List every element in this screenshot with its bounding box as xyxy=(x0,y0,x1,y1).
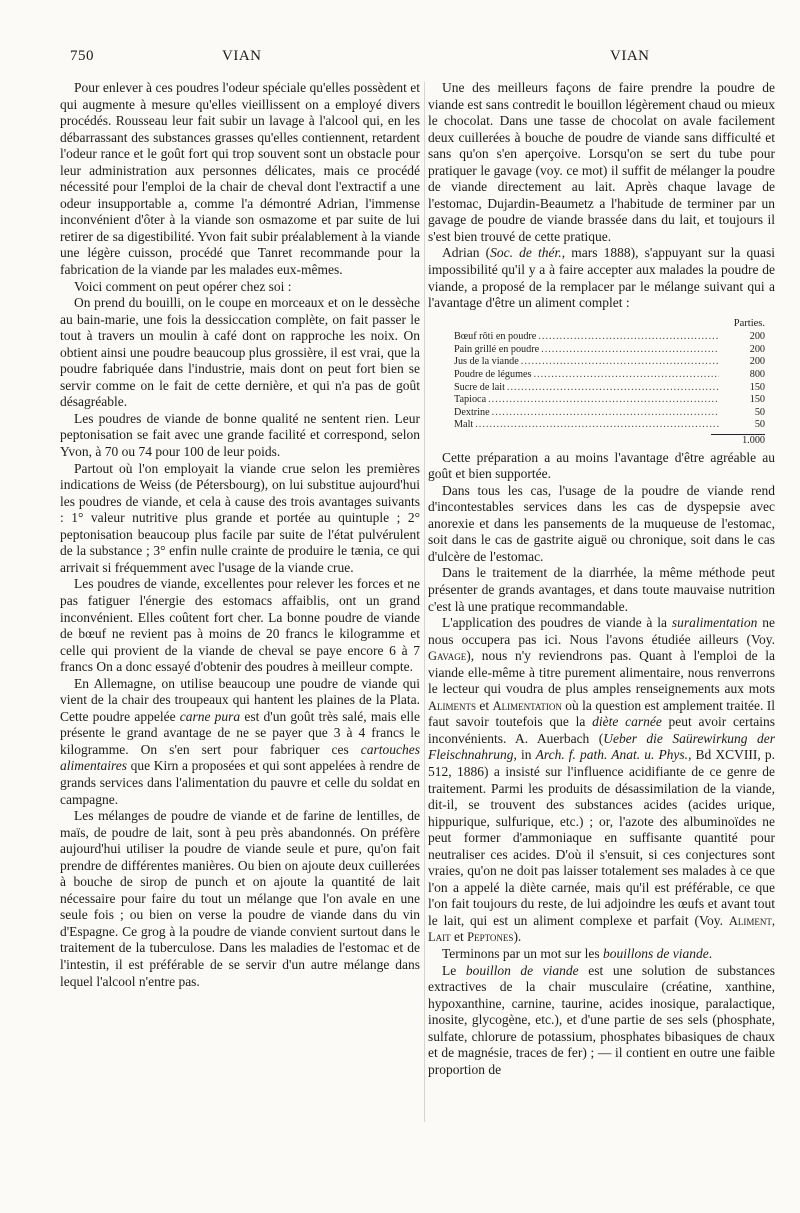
leader-dots xyxy=(521,356,719,369)
text-run: , mars 1888), s'appuyant sur la quasi impossibilité qu'il y a à faire accepter aux malades la poudre de viande, a proposé de la remplacer par le mélange suivant qui a l'avantage d'être un aliment complet : xyxy=(428,245,776,311)
leader-dots xyxy=(507,382,719,395)
paragraph: Les poudres de viande de bonne qualité ne sentent rien. Leur peptonisation se fait avec une grande facilité et correspond, selon Yvon, à 70 ou 74 pour 100 de leur poids. xyxy=(60,410,420,460)
text-run: que Kirn a proposées et qui sont appelées à rendre de grands services dans l'alimentation du pauvre et celle du soldat en campagne. xyxy=(60,758,420,807)
cross-reference: Aliments xyxy=(428,698,477,713)
text-run: est une solution de substances extractives de la chair musculaire (créatine, xanthine, hypoxanthine, carnine, taurine, acides inosique, paralactique, inosite, glycogène, etc.), et d'une partie de ses sels (phosphate, sulfate, chlorure de potassium, phosphates bibasiques de chaux et de magnésie, traces de fer) ; — il contient en outre une faible proportion de xyxy=(428,962,775,1077)
page-number: 750 xyxy=(70,48,94,64)
leader-dots xyxy=(475,419,719,432)
paragraph xyxy=(428,946,775,963)
paragraph: Une des meilleurs façons de faire prendre la poudre de viande est sans contredit le bouillon légèrement chaud ou mieux le chocolat. Dans une tasse de chocolat on avale facilement deux cuillerées à bouche de poudre de viande sans difficulté et sans qu'on s'en aperçoive. Lorsqu'on se sert du tube pour pratiquer le gavage (voy. ce mot) il suffit de mélanger la poudre de viande directement au lait. Après chaque lavage de l'estomac, Dujardin-Beaumetz a l'habitude de terminer par un gavage de poudre de viande brassée dans du lait, et toujours il s'est bien trouvé de cette pratique. xyxy=(428,80,775,244)
paragraph xyxy=(428,245,775,311)
text-run: et xyxy=(476,697,493,713)
text-run: ). xyxy=(513,929,522,945)
cross-reference: Alimentation xyxy=(492,698,562,713)
recipe-row xyxy=(454,419,765,432)
left-column xyxy=(60,80,420,990)
recipe-row xyxy=(454,356,765,369)
text-run: Adrian ( xyxy=(442,245,491,261)
ingredient-amount: 150 xyxy=(749,381,765,393)
italic-term: carne pura xyxy=(179,708,241,724)
text-run: , Bd XCVIII, p. 512, 1886) a insisté sur l'influence acidifiante de ce genre de traitement. Parmi les produits de désassimilation de la viande, dit-il, se trouvent des substances acides (acides urique, hippurique, sulfurique, etc.) ; or, l'azote des albuminoïdes ne peut former d'ammoniaque en suffisante quantité pour neutraliser ces acides. D'où il s'ensuit, si ces conjectures sont vraies, qu'on ne doit pas laisser totalement ses malades à ce que l'on a appelé la diète carnée, mais qu'il est préférable, ce que l'on fait toujours du reste, de lui adjoindre les œufs et avant tout le lait, qui est un aliment complexe et parfait (Voy. xyxy=(428,747,775,928)
recipe-row xyxy=(454,407,765,420)
cross-reference: Peptones xyxy=(467,930,514,945)
italic-term: bouillon de viande xyxy=(465,962,579,978)
ingredient-amount: 800 xyxy=(749,369,765,381)
running-head-right: VIAN xyxy=(610,48,650,64)
ingredient-name: Dextrine xyxy=(454,406,490,418)
paragraph: Dans tous les cas, l'usage de la poudre de viande rend d'incontestables services dans les cas de dyspepsie avec anorexie et dans les pansements de la muqueuse de l'estomac, soit dans le cas de gastrite aiguë ou chronique, soit dans le cas d'ulcère de l'estomac. xyxy=(428,482,775,564)
paragraph xyxy=(428,615,775,946)
ingredient-name: Bœuf rôti en poudre xyxy=(454,331,537,343)
ingredient-amount: 50 xyxy=(754,419,765,431)
leader-dots xyxy=(488,394,719,407)
leader-dots xyxy=(538,331,719,344)
paragraph: Pour enlever à ces poudres l'odeur spéciale qu'elles possèdent et qui augmente à mesure qu'elles vieillissent on a employé divers procédés. Rousseau leur fait subir un lavage à l'alcool qui, en les débarrassant des substances grasses qu'elles contiennent, retardent l'odeur rance et le goût fort qui trop souvent sont un obstacle pour leur administration aux personnes délicates, mais ce procédé nécessité pour l'emploi de la chair de cheval dont l'extractif a une odeur insupportable a, comme l'a démontré Adrian, l'immense inconvénient d'ôter à la viande son osmazome et par suite de lui retirer de sa digestibilité. Yvon fait subir préalablement à la viande une légère cuisson, procédé que Tanret recommande pour la fabrication de la viande par les malades eux-mêmes. xyxy=(60,80,420,278)
ingredient-name: Pain grillé en poudre xyxy=(454,343,540,355)
ingredient-name: Malt xyxy=(454,419,474,431)
paragraph: Cette préparation a au moins l'avantage d'être agréable au goût et bien supportée. xyxy=(428,449,775,482)
ingredient-name: Poudre de légumes xyxy=(454,369,532,381)
recipe-row xyxy=(454,394,765,407)
italic-term: diète carnée xyxy=(592,714,662,730)
leader-dots xyxy=(492,407,719,420)
column-divider xyxy=(424,82,425,1122)
recipe-row xyxy=(454,369,765,382)
running-head-left: VIAN xyxy=(222,48,262,64)
citation-title: Ueber die Saürewirkung der Fleischnahrung xyxy=(428,730,775,763)
recipe-table xyxy=(454,318,765,448)
ingredient-amount: 50 xyxy=(754,406,765,418)
text-run: L'application des poudres de viande à la xyxy=(442,615,672,631)
paragraph xyxy=(60,676,420,808)
recipe-row xyxy=(454,382,765,395)
paragraph: On prend du bouilli, on le coupe en morceaux et on le dessèche au bain-marie, une fois la dessiccation complète, on fait passer le tout à travers un moulin à café dont on rapproche les noix. On obtient ainsi une poudre beaucoup plus grossière, il est vrai, que la poudre fabriquée dans l'industrie, mais dont on peut fort bien se servir comme on le fait de cette dernière, et qui n'a pas de goût désagréable. xyxy=(60,295,420,410)
text-run: et xyxy=(450,929,468,945)
leader-dots xyxy=(534,369,719,382)
text-run: est d'un goût très salé, mais elle présente le grand avantage de ne se payer que 3 à 4 francs le kilogramme. On s'en sert pour fabriquer ces xyxy=(60,708,420,757)
right-column xyxy=(428,80,775,1078)
recipe-total: 1.000 xyxy=(742,435,765,446)
recipe-row xyxy=(454,331,765,344)
italic-term: bouillons de viande xyxy=(603,946,709,961)
page-header xyxy=(70,48,770,68)
citation-title: Soc. de thér. xyxy=(490,245,562,261)
text-run: peut avoir certains inconvénients. A. Auerbach ( xyxy=(428,714,775,746)
text-run: En Allemagne, on utilise beaucoup une poudre de viande qui vient de la chair des troupeaux qui hantent les plaines de la Plata. Cette poudre appelée xyxy=(60,675,420,724)
ingredient-amount: 200 xyxy=(749,343,765,355)
ingredient-amount: 200 xyxy=(749,356,765,368)
text-run: Terminons par un mot sur les xyxy=(442,946,604,961)
citation-journal: Arch. f. path. Anat. u. Phys. xyxy=(535,747,689,763)
ingredient-name: Jus de la viande xyxy=(454,356,519,368)
text-run: Le xyxy=(442,962,466,978)
paragraph: Dans le traitement de la diarrhée, la même méthode peut présenter de grands avantages, et dans toute mauvaise nutrition c'est là une pratique recommandable. xyxy=(428,565,775,614)
ingredient-amount: 150 xyxy=(749,394,765,406)
paragraph xyxy=(428,963,775,1079)
leader-dots xyxy=(541,344,719,357)
text-run: ne nous occupera pas ici. Nous l'avons étudiée ailleurs (Voy. xyxy=(428,615,775,647)
ingredient-name: Tapioca xyxy=(454,394,487,406)
ingredient-name: Sucre de lait xyxy=(454,381,505,393)
cross-reference: Aliment, Lait xyxy=(428,913,775,945)
ingredient-amount: 200 xyxy=(749,331,765,343)
cross-reference: Gavage xyxy=(428,649,467,664)
paragraph: Les mélanges de poudre de viande et de farine de lentilles, de maïs, de poudre de lait, sont à peu près abandonnés. On préfère aujourd'hui utiliser la poudre de viande seule et pure, qu'on fait prendre de différentes manières. Ou bien on ajoute deux cuillerées à bouche de sirop de punch et on ajoute la quantité de lait nécessaire pour faire du tout un mélange que l'on avale en une seule fois ; ou bien on verse la poudre de viande dans du vin d'Espagne. Ce grog à la poudre de viande convient surtout dans le traitement de la tuberculose. Dans les maladies de l'estomac et de l'intestin, il est préférable de se servir d'un autre mélange dans lequel l'alcool n'entre pas. xyxy=(60,808,420,989)
recipe-row xyxy=(454,344,765,357)
italic-term: suralimentation xyxy=(671,615,758,631)
italic-term: cartouches alimentaires xyxy=(60,741,420,774)
text-run: , in xyxy=(513,747,536,763)
text-run: où la question est amplement traitée. Il faut savoir toutefois que la xyxy=(428,697,775,730)
text-run: ), nous n'y reviendrons pas. Quant à l'emploi de la viande elle-même à titre purement alimentaire, nous renverrons le lecteur qui voudra de plus amples renseignements aux mots xyxy=(428,648,775,697)
text-run: . xyxy=(708,946,713,961)
paragraph: Voici comment on peut opérer chez soi : xyxy=(74,278,292,294)
recipe-unit-header: Parties. xyxy=(733,317,765,329)
paragraph: Les poudres de viande, excellentes pour relever les forces et ne pas fatiguer l'énergie des estomacs affaiblis, ont un grand inconvénient. Elles coûtent fort cher. La bonne poudre de viande de bœuf ne revient pas à moins de 20 francs le kilogramme et celle qui provient de la viande de cheval se paye encore 6 à 7 francs On a donc essayé d'obtenir des poudres à meilleur compte. xyxy=(60,576,420,675)
paragraph: Partout où l'on employait la viande crue selon les premières indications de Weiss (de Pétersbourg), on lui substitue aujourd'hui les poudres de viande, et cela à cause des trois avantages suivants : 1° valeur nutritive plus grande et portée au quintuple ; 2° peptonisation beaucoup plus facile par suite de l'état pulvérulent de la substance ; 3° enfin nulle crainte de produire le tænia, ce qui arrivait si fréquemment avec l'usage de la viande crue. xyxy=(60,460,420,575)
